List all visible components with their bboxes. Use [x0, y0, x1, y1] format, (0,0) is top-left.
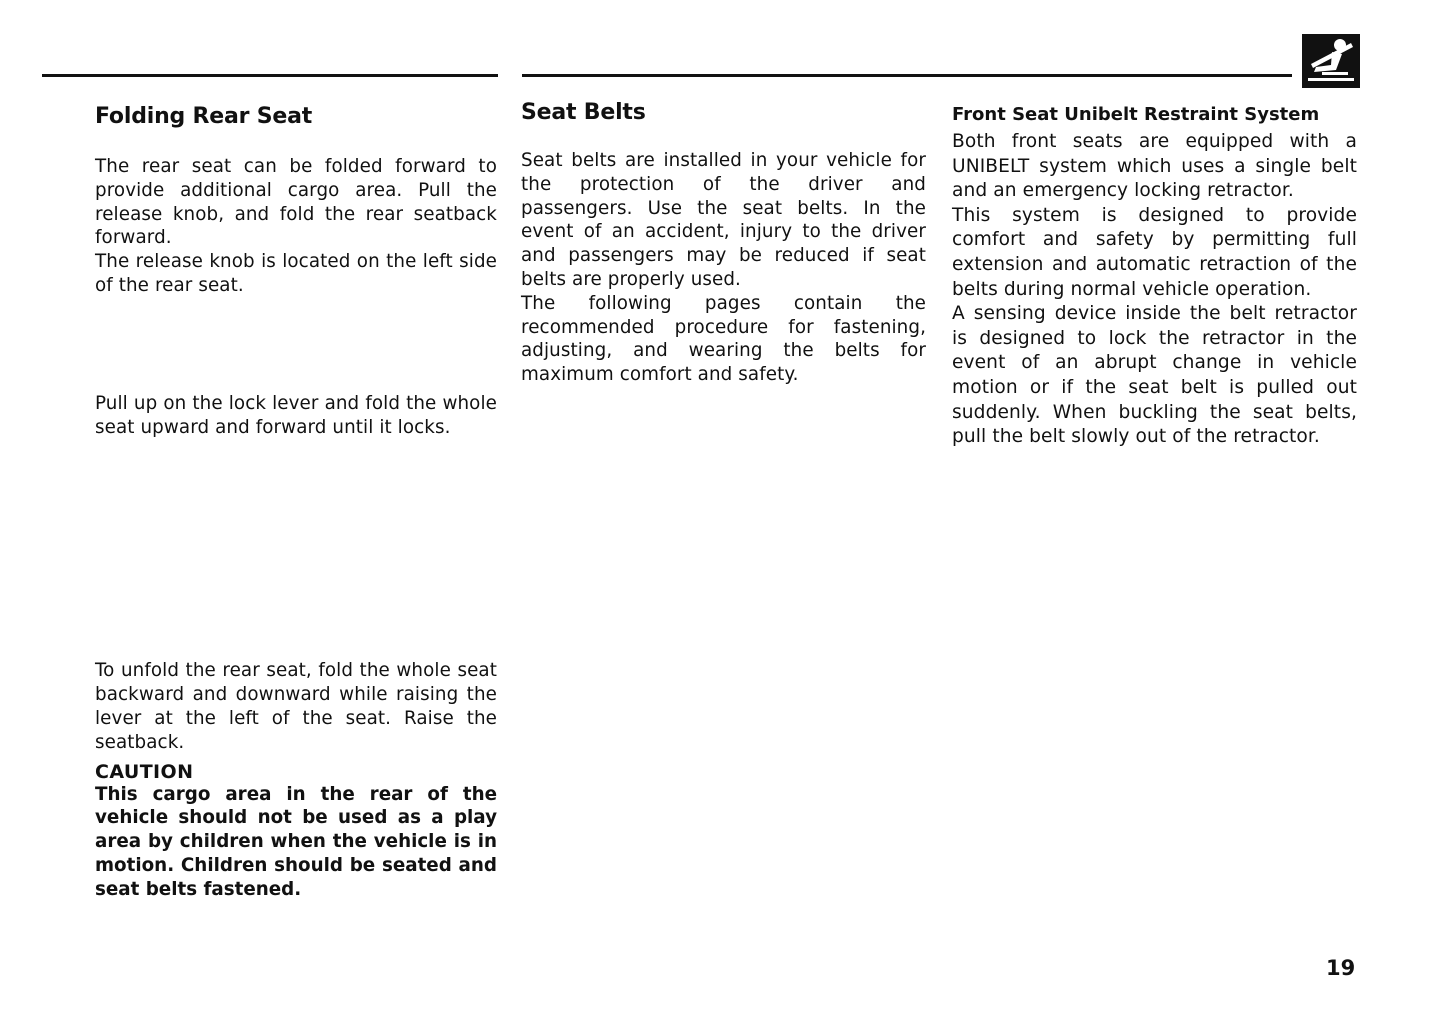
- folding-rear-seat-para3: Pull up on the lock lever and fold the whole seat upward and forward until it locks.: [95, 392, 497, 438]
- folding-rear-seat-title: Folding Rear Seat: [95, 104, 313, 129]
- seat-belts-para1: Seat belts are installed in your vehicle for the protection of the driver and passengers. Use the seat belts. In the event of an accident, injury to the driver and passengers may be reduced if seat belts are properly used.: [521, 150, 926, 290]
- folding-rear-seat-para4: To unfold the rear seat, fold the whole seat backward and downward while raising the lever at the left of the seat. Raise the seatback.: [95, 660, 497, 753]
- seat-belt-icon: [1302, 34, 1360, 88]
- seat-belts-para2: The following pages contain the recommended procedure for fastening, adjusting, and wearing the belts for maximum comfort and safety.: [521, 292, 926, 386]
- unibelt-para3: A sensing device inside the belt retractor is designed to lock the retractor in the event of an abrupt change in vehicle motion or if the seat belt is pulled out suddenly. When buckling the seat belts, pull the belt slowly out of the retractor.: [952, 303, 1357, 448]
- unibelt-section: [952, 104, 1357, 450]
- folding-rear-seat-section: [95, 104, 497, 902]
- page-number: 19: [1326, 956, 1356, 980]
- seat-belts-section: [521, 100, 926, 387]
- seat-belts-title: Seat Belts: [521, 100, 646, 125]
- unibelt-para2: This system is designed to provide comfort and safety by permitting full extension and automatic retraction of the belts during normal vehicle operation.: [952, 204, 1357, 300]
- caution-title: CAUTION: [95, 760, 194, 783]
- unibelt-para1: Both front seats are equipped with a UNIBELT system which uses a single belt and an emergency locking retractor.: [952, 131, 1357, 202]
- folding-rear-seat-para1: The rear seat can be folded forward to provide additional cargo area. Pull the release knob, and fold the rear seatback forward.: [95, 156, 497, 249]
- unibelt-title: Front Seat Unibelt Restraint System: [952, 104, 1320, 125]
- folding-rear-seat-para2: The release knob is located on the left side of the rear seat.: [95, 251, 497, 296]
- caution-body: This cargo area in the rear of the vehicle should not be used as a play area by children when the vehicle is in motion. Children should be seated and seat belts fastened.: [95, 783, 497, 900]
- header-rule-left: [42, 74, 498, 77]
- header-rule-right: [522, 74, 1292, 77]
